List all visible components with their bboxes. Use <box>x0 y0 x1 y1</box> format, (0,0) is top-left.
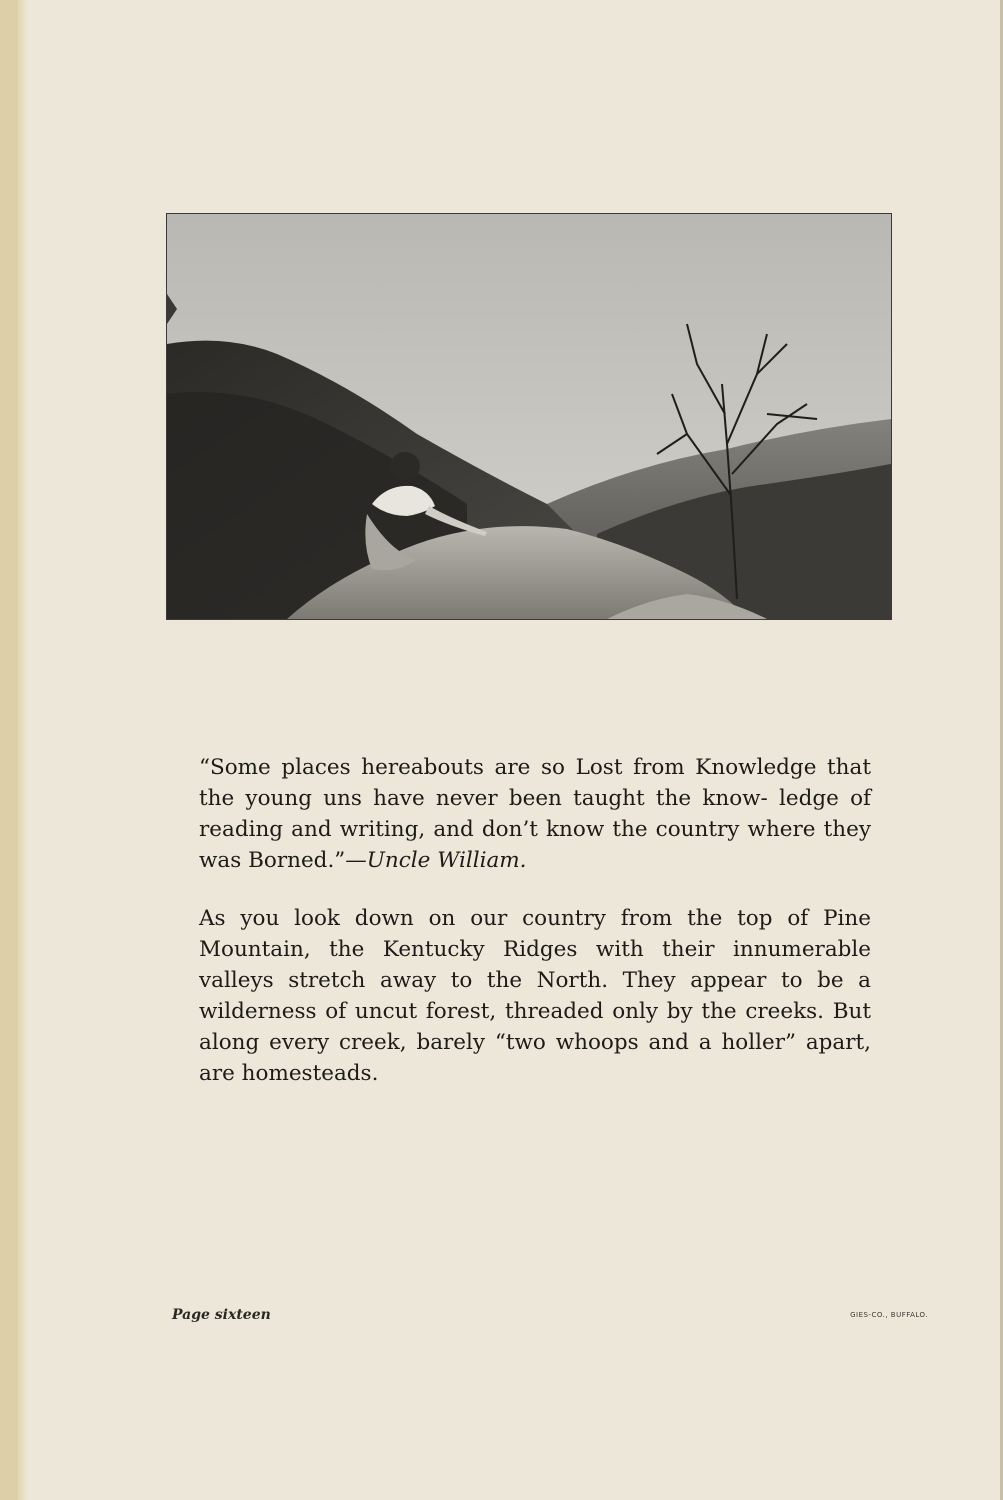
quote-paragraph <box>199 752 871 876</box>
quote-text: “Some places hereabouts are so Lost from Knowledge that the young uns have never been taught the know- ledge of reading and writing, and don’t know the country where they was Borned.” <box>199 755 871 873</box>
quote-attribution: —Uncle William. <box>345 848 527 873</box>
printer-credit: GIES-CO., BUFFALO. <box>850 1311 928 1319</box>
description-paragraph: As you look down on our country from the top of Pine Mountain, the Kentucky Ridges with their innumerable valleys stretch away to the North. They appear to be a wilderness of uncut forest, threaded only by the creeks. But along every creek, barely “two whoops and a holler” apart, are homesteads. <box>199 906 871 1086</box>
mountain-landscape-photo-icon <box>167 214 891 619</box>
page-number-label: Page sixteen <box>172 1307 271 1323</box>
landscape-photo <box>166 213 892 620</box>
body-text <box>199 752 871 1089</box>
